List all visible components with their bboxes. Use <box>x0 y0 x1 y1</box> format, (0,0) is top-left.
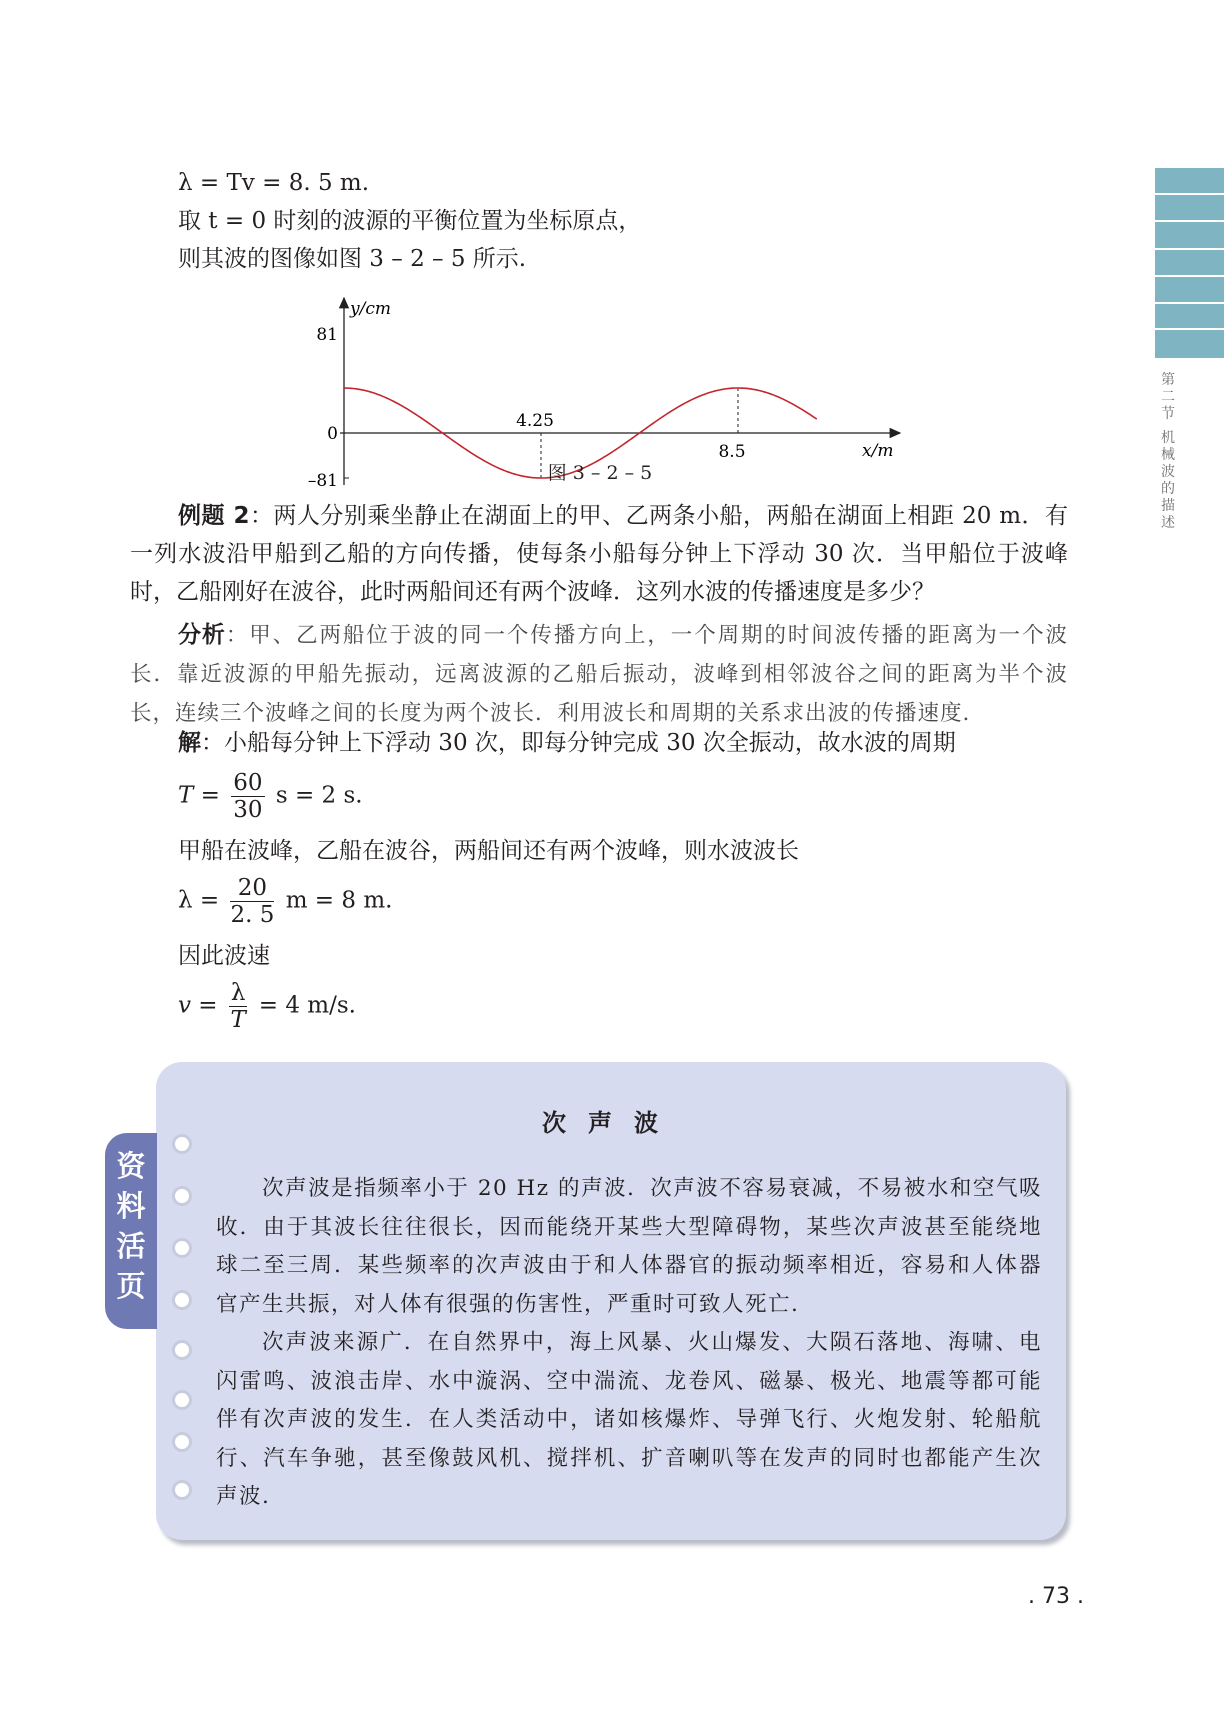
eq1-lhs: T = <box>178 782 220 809</box>
y-axis-label: y/cm <box>350 299 391 319</box>
info-box-tab-label: 资料活页 <box>116 1149 146 1303</box>
y-tick-81: 81 <box>316 325 338 345</box>
y-tick-0: 0 <box>327 424 338 444</box>
binder-ring <box>172 1290 192 1310</box>
eq2-rhs: m = 8 m. <box>285 887 393 914</box>
page-number: . 73 . <box>1028 1584 1084 1609</box>
example-label: 例题 2 <box>178 503 250 529</box>
example-text: ：两人分别乘坐静止在湖面上的甲、乙两条小船，两船在湖面上相距 20 m．有一列水波沿甲船到乙船的方向传播，使每条小船每分钟上下浮动 30 次．当甲船位于波峰时，乙船刚好在波谷，此时两船间还有两个波峰．这列水波的传播速度是多少？ <box>130 503 1069 605</box>
figure-reference: 则其波的图像如图 3 – 2 – 5 所示. <box>178 246 527 272</box>
binder-ring <box>172 1340 192 1360</box>
y-tick-neg81: –81 <box>307 471 338 490</box>
info-paragraph-1: 次声波是指频率小于 20 Hz 的声波．次声波不容易衰减，不易被水和空气吸收．由于其波长往往很长，因而能绕开某些大型障碍物，某些次声波甚至能绕地球二至三周．某些频率的次声波由于和人体器官的振动频率相近，容易和人体器官产生共振，对人体有很强的伤害性，严重时可致人死亡. <box>216 1176 1042 1317</box>
eq3-numerator: λ <box>230 980 246 1006</box>
binder-ring <box>172 1432 192 1452</box>
binder-ring <box>172 1186 192 1206</box>
origin-statement: 取 t = 0 时刻的波源的平衡位置为坐标原点， <box>178 208 642 234</box>
wavelength-statement: 甲船在波峰，乙船在波谷，两船间还有两个波峰，则水波波长 <box>178 838 799 864</box>
eq2-lhs: λ = <box>178 887 220 914</box>
binder-ring <box>172 1390 192 1410</box>
eq2-denominator: 2. 5 <box>230 902 275 928</box>
eq3-fraction <box>229 980 248 1033</box>
wavelength-equation: λ = Tv = 8. 5 m. <box>178 170 370 196</box>
eq2-fraction <box>230 875 274 928</box>
wave-speed-statement: 因此波速 <box>178 943 270 969</box>
period-equation <box>178 770 363 823</box>
binder-ring <box>172 1480 192 1500</box>
sidebar-chapter: 第二节 <box>1161 372 1175 422</box>
annotation-4-25: 4.25 <box>516 411 554 431</box>
eq1-numerator: 60 <box>233 770 263 796</box>
analysis-text: ：甲、乙两船位于波的同一个传播方向上，一个周期的时间波传播的距离为一个波长．靠近波源的甲船先振动，远离波源的乙船后振动，波峰到相邻波谷之间的距离为半个波长，连续三个波峰之间的长度为两个波长．利用波长和周期的关系求出波的传播速度. <box>130 623 1068 726</box>
eq3-denominator: T <box>230 1007 246 1033</box>
solution-label: 解 <box>178 730 201 756</box>
eq1-fraction <box>231 770 264 823</box>
eq2-numerator: 20 <box>230 875 274 902</box>
chapter-tab-stack <box>1155 168 1224 358</box>
analysis-label: 分析 <box>178 622 226 648</box>
binder-ring <box>172 1238 192 1258</box>
x-axis-label: x/m <box>862 441 894 461</box>
analysis-block <box>130 616 1068 733</box>
figure-caption: 图 3 – 2 – 5 <box>547 462 653 484</box>
eq1-denominator: 30 <box>233 797 263 823</box>
info-paragraph-2: 次声波来源广．在自然界中，海上风暴、火山爆发、大陨石落地、海啸、电闪雷鸣、波浪击岸、水中漩涡、空中湍流、龙卷风、磁暴、极光、地震等都可能伴有次声波的发生．在人类活动中，诸如核爆炸、导弹飞行、火炮发射、轮船航行、汽车争驰，甚至像鼓风机、搅拌机、扩音喇叭等在发声的同时也都能产生次声波. <box>216 1330 1042 1509</box>
solution-line <box>178 728 956 758</box>
example-question <box>130 497 1068 611</box>
speed-equation <box>178 980 356 1033</box>
eq3-lhs: v = <box>178 992 218 1019</box>
solution-text: ：小船每分钟上下浮动 30 次，即每分钟完成 30 次全振动，故水波的周期 <box>201 730 956 756</box>
sidebar-section: 机械波的描述 <box>1161 430 1175 531</box>
wavelength-equation-2 <box>178 875 392 928</box>
eq1-rhs: s = 2 s. <box>275 782 363 809</box>
eq3-rhs: = 4 m/s. <box>258 992 356 1019</box>
info-box-title: 次声波 <box>542 1109 680 1137</box>
annotation-8-5: 8.5 <box>718 442 746 462</box>
info-box-text <box>216 1170 1042 1517</box>
